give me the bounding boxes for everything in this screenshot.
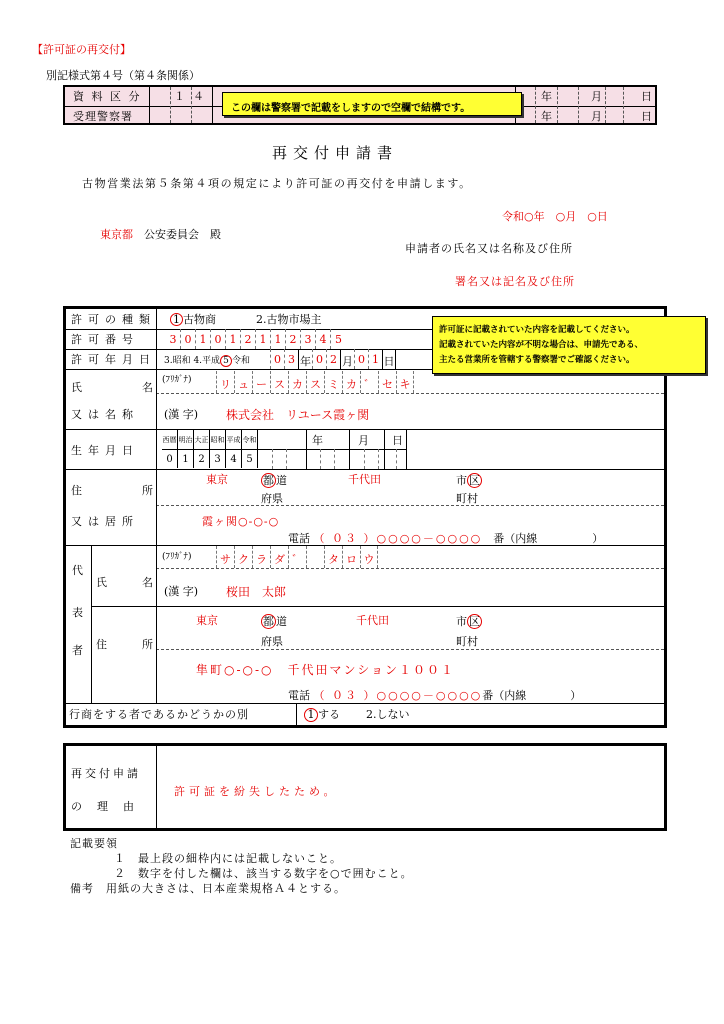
name-furigana-label: (ﾌﾘｶﾞﾅ)	[162, 375, 192, 385]
address-fuken: 府県	[261, 492, 283, 505]
reason-label-2: の 理 由	[71, 800, 136, 813]
address-chouson: 町村	[456, 492, 478, 505]
content-note	[432, 316, 706, 374]
rep-label-1: 代	[72, 564, 83, 577]
kind-option-1: 1 古物商	[170, 313, 216, 326]
rep-address-to: 都 道	[263, 615, 287, 628]
permit-date-values: 0 3 年 0 2 月 0 1 日	[270, 349, 396, 369]
rep-kanji: 桜田 太郎	[226, 585, 287, 599]
name-kanji-label: (漢 字)	[164, 408, 199, 421]
rep-address-label-2: 所	[142, 638, 153, 651]
peddler-option-1: 1 する	[304, 708, 340, 722]
commission: 東京都 公安委員会 殿	[100, 228, 221, 241]
office-year: 年	[541, 90, 552, 103]
birth-month: 月	[358, 434, 369, 447]
rep-address-city: 千代田	[356, 614, 389, 627]
address-label-2: 所	[142, 484, 153, 497]
rep-label-2: 表	[72, 606, 83, 619]
signature-label: 署名又は記名及び住所	[455, 275, 575, 288]
rep-kanji-label: (漢 字)	[164, 585, 199, 598]
office-row2-label: 受理警察署	[73, 110, 133, 123]
kind-option-2: 2.古物市場主	[256, 313, 322, 326]
rep-address-shi-ku: 市 区	[456, 615, 480, 628]
page-title: 再交付申請書	[272, 144, 399, 162]
office-month-2: 月	[591, 110, 602, 123]
header-tag: 【許可証の再交付】	[32, 43, 131, 56]
address-shi-ku: 市 区	[456, 474, 480, 487]
bikou: 備考 用紙の大きさは、日本産業規格Ａ４とする。	[70, 882, 346, 895]
birth-day: 日	[392, 434, 403, 447]
name-kanji: 株式会社 リユース霞ヶ関	[226, 408, 370, 422]
address-pref: 東京	[206, 473, 228, 486]
office-row1-value: １４	[174, 90, 212, 103]
name-kana: リ ュ ー ス カ ス ミ カ ゛ セ キ	[216, 371, 414, 393]
rep-address-label-1: 住	[96, 638, 107, 651]
form-label: 別記様式第４号（第４条関係）	[46, 69, 200, 82]
content-note-line-3: 主たる営業所を管轄する警察署でご確認ください。	[439, 355, 635, 365]
address-to: 都 道	[263, 474, 287, 487]
date-line: 令和○年 ○月 ○日	[502, 210, 608, 223]
reason-box	[63, 743, 667, 831]
rep-phone: 電話 （ ０３ ）○○○○－○○○○番（内線 ）	[288, 689, 582, 702]
office-note: この欄は警察署で記載をしますので空欄で結構です。	[222, 92, 522, 116]
office-month: 月	[591, 90, 602, 103]
applicant-label: 申請者の氏名又は名称及び住所	[405, 242, 573, 255]
content-note-line-1: 許可証に記載されていた内容を記載してください。	[439, 325, 635, 335]
rep-name-label-2: 名	[142, 576, 153, 589]
notes-heading: 記載要領	[70, 837, 118, 850]
office-day-2: 日	[641, 110, 652, 123]
date-label: 許可年月日	[71, 353, 156, 366]
birth-label: 生年月日	[71, 444, 139, 457]
birth-era-table: 西暦 明治 大正 昭和 平成 令和 0 1 2 3 4 5	[162, 429, 258, 468]
note-item-1: １ 最上段の細枠内には記載しないこと。	[114, 852, 342, 865]
rep-name-label-1: 氏	[96, 576, 107, 589]
rep-label-3: 者	[72, 644, 83, 657]
name-label-1: 氏	[71, 381, 82, 394]
name-label-3: 又は名称	[71, 408, 139, 421]
rep-address-line2: 隼町○-○-○ 千代田マンション１００１	[196, 663, 455, 677]
address-label-3: 又は居所	[71, 515, 139, 528]
peddler-option-2: 2.しない	[366, 708, 410, 721]
rep-address-fuken: 府県	[261, 635, 283, 648]
reason-label-1: 再交付申請	[71, 767, 141, 780]
kind-label: 許可の種類	[71, 313, 156, 326]
permit-number: 3 0 1 0 1 2 1 1 2 3 4 5	[166, 329, 346, 349]
office-row1-label: 資 料 区 分	[73, 90, 142, 103]
office-day: 日	[641, 90, 652, 103]
rep-kana: サ ク ラ ダ ゛ タ ロ ウ	[216, 546, 378, 568]
address-city: 千代田	[348, 473, 381, 486]
office-year-2: 年	[541, 110, 552, 123]
content-note-line-2: 記載されていた内容が不明な場合は、申請先である、	[439, 340, 644, 350]
name-label-2: 名	[142, 381, 153, 394]
note-item-2: ２ 数字を付した欄は、該当する数字を○で囲むこと。	[114, 867, 413, 880]
rep-address-pref: 東京	[196, 614, 218, 627]
address-line2: 霞ヶ関○-○-○	[202, 515, 280, 528]
reason-text: 許可証を紛失したため。	[174, 785, 339, 798]
address-label-1: 住	[71, 484, 82, 497]
number-label: 許可番号	[71, 333, 139, 346]
rep-furigana-label: (ﾌﾘｶﾞﾅ)	[162, 552, 192, 562]
peddler-label: 行商をする者であるかどうかの別	[69, 708, 249, 721]
address-phone: 電話 （ ０３ ）○○○○－○○○○ 番（内線 ）	[288, 532, 604, 545]
rep-address-chouson: 町村	[456, 635, 478, 648]
birth-year: 年	[312, 434, 323, 447]
date-era: 3.昭和 4.平成 5 令和	[164, 356, 251, 366]
intro-text: 古物営業法第５条第４項の規定により許可証の再交付を申請します。	[82, 177, 472, 190]
